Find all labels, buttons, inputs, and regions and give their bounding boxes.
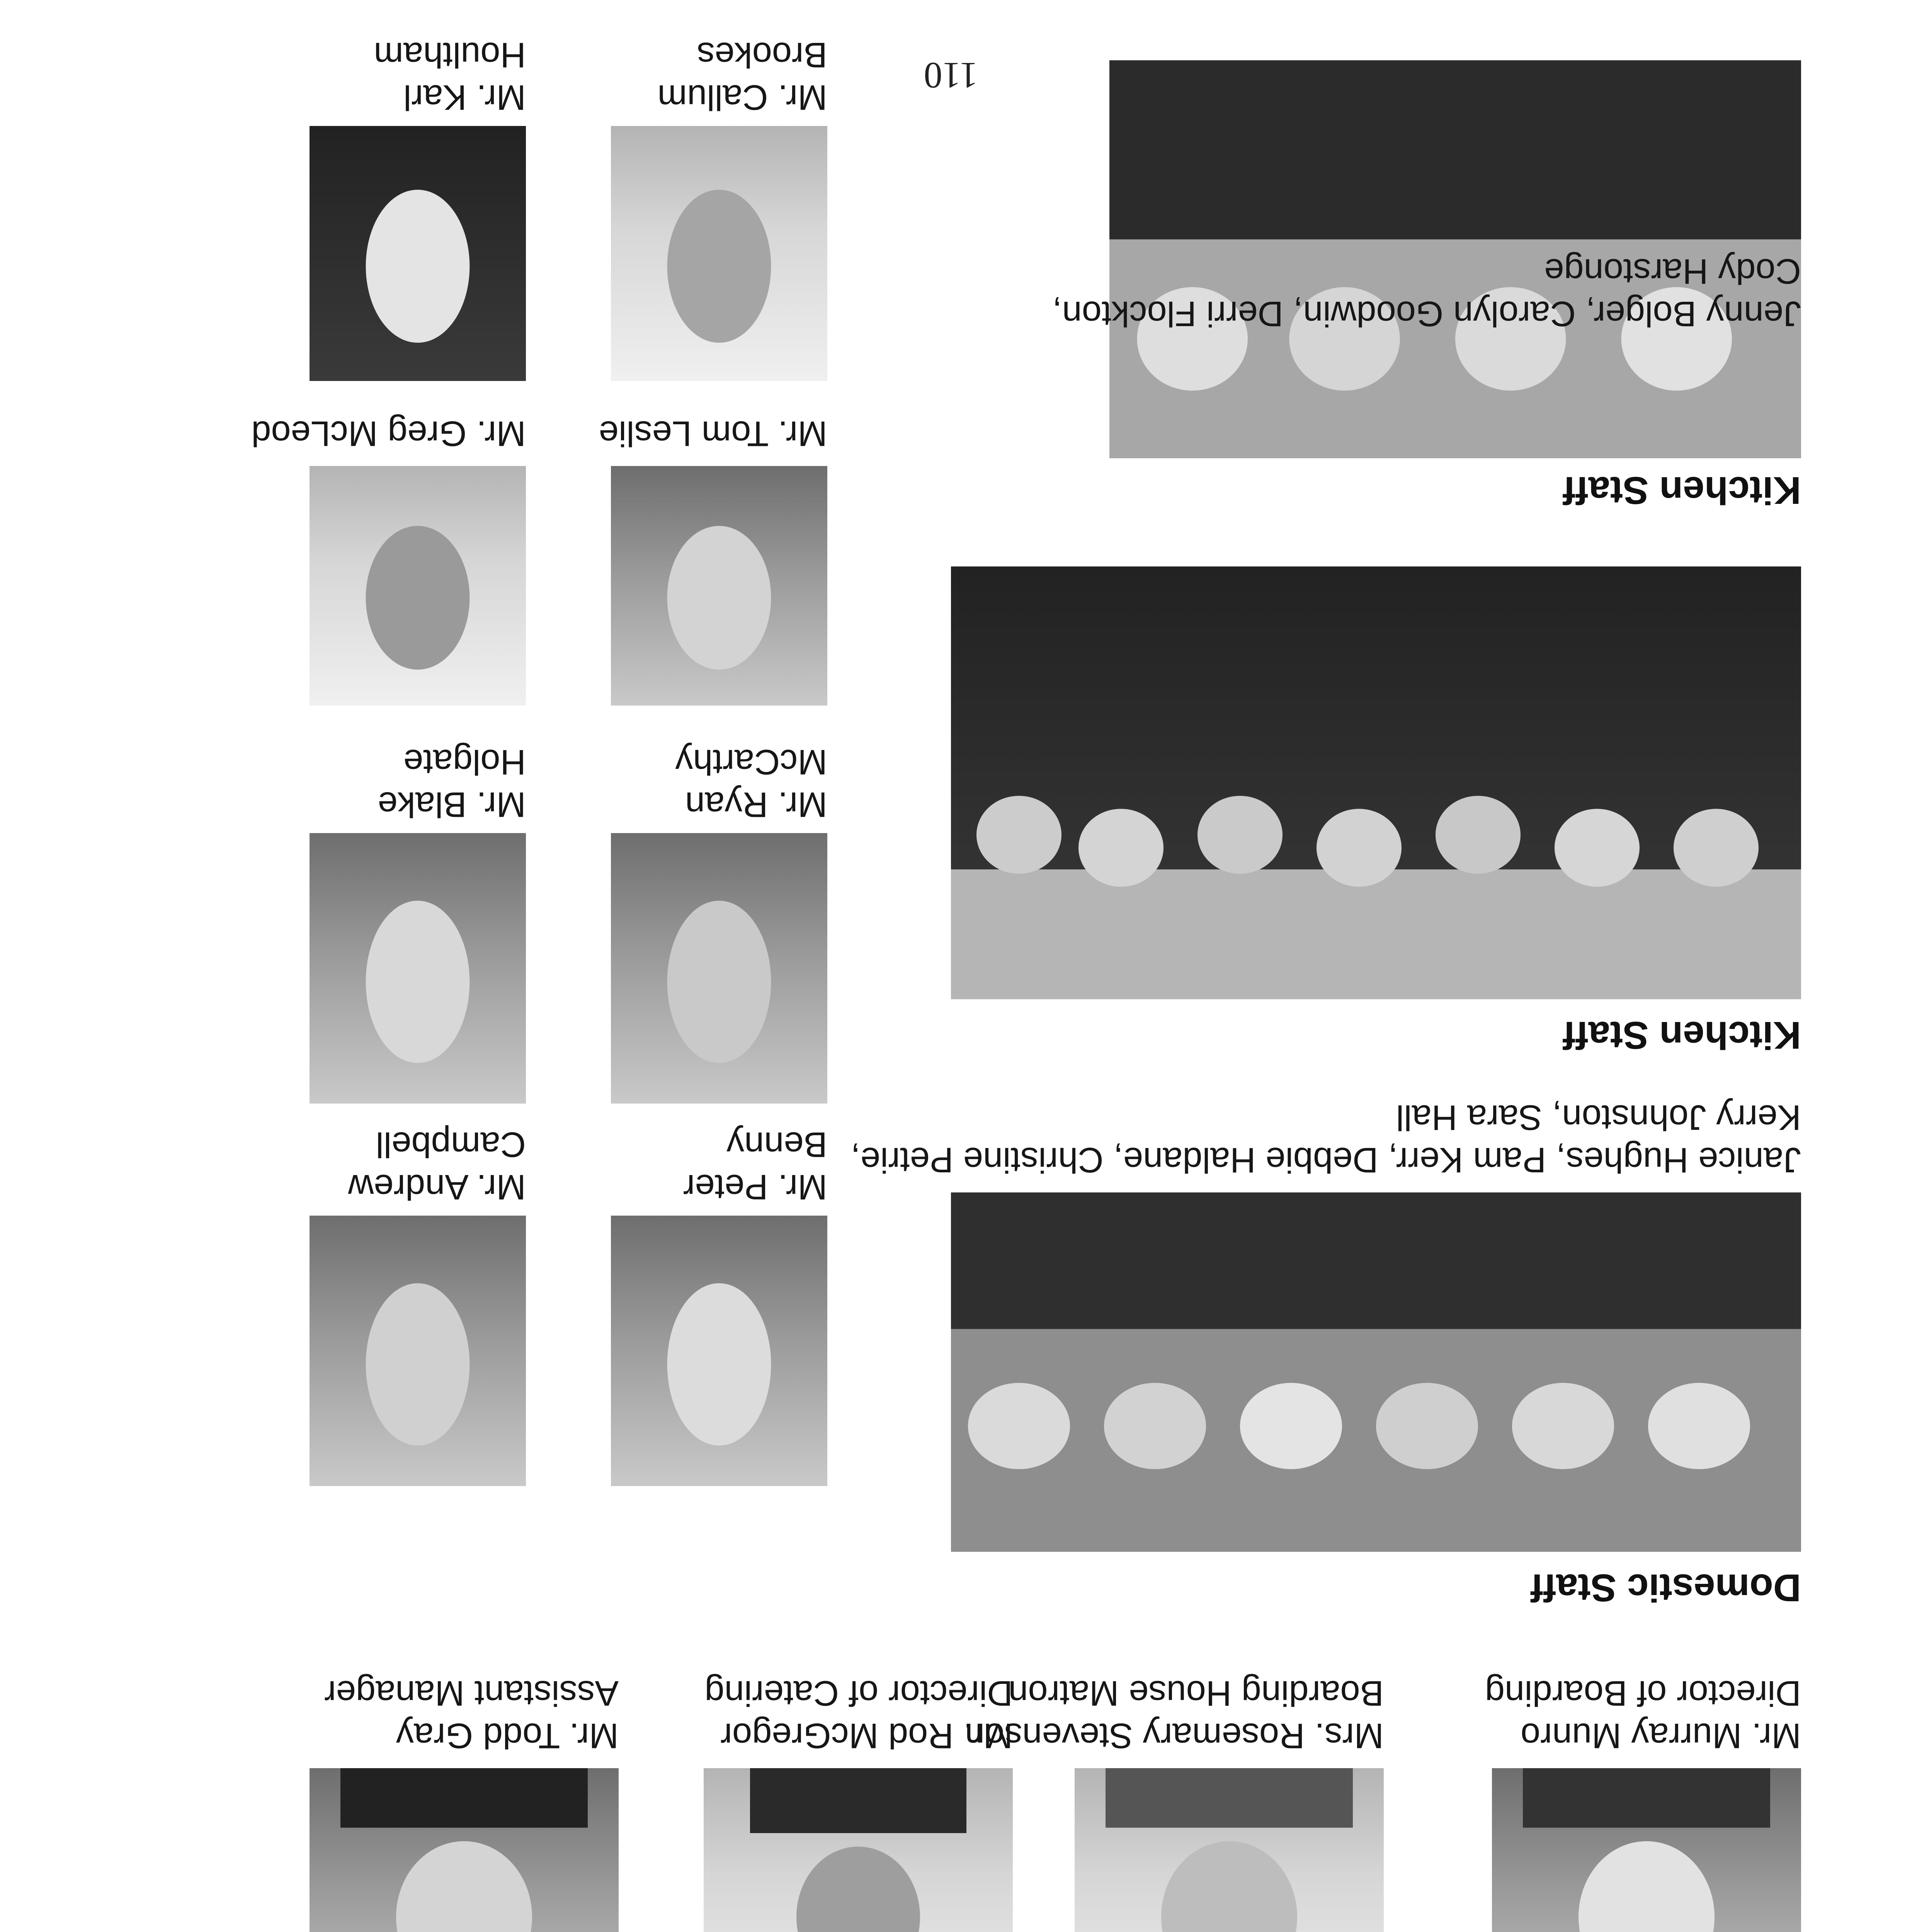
tutor-name-line1: Mr. Peter <box>683 1167 827 1207</box>
tutor-photo <box>310 126 526 381</box>
portrait-name: Mr. Rod McGregor <box>720 1716 1013 1755</box>
domestic-staff-group-photo <box>951 1192 1801 1552</box>
domestic-staff-caption-line1: Janice Hughes, Pam Kerr, Debbie Haldane, Christine Petrie, <box>850 1140 1801 1180</box>
tutor-name-line2: Holgate <box>403 742 526 782</box>
tutor-photo <box>310 833 526 1104</box>
tutor-photo <box>310 1216 526 1486</box>
tutor-name-line1: Mr. Andrew <box>348 1167 526 1207</box>
kitchen-staff-caption-line2: Cody Harstonge <box>1544 252 1801 291</box>
portrait-photo <box>704 1768 1013 1932</box>
portrait-photo <box>1075 1768 1384 1932</box>
kitchen-staff-heading: Kitchen Staff <box>1563 1014 1801 1057</box>
tutor-name-line1: Mr. Callum <box>657 78 827 117</box>
tutor-photo <box>611 1216 827 1486</box>
tutor-name-line1: Mr. Ryan <box>685 785 827 824</box>
domestic-staff-caption-line2: Kerry Johnston, Sara Hall <box>1396 1098 1801 1137</box>
kitchen-staff-heading: Kitchen Staff <box>1563 469 1801 512</box>
portrait-role: Director of Catering <box>704 1673 1013 1713</box>
domestic-staff-heading: Domestic Staff <box>1530 1566 1801 1609</box>
portrait-name: Mr. Murray Munro <box>1521 1716 1801 1755</box>
portrait-role: Director of Boarding <box>1485 1673 1801 1713</box>
kitchen-staff-group-photo <box>951 566 1801 999</box>
kitchen-staff-caption-line1: Jenny Bolger, Carolyn Goodwin, Derri Flockton, <box>1052 294 1801 333</box>
tutor-photo <box>611 833 827 1104</box>
tutor-photo <box>611 466 827 706</box>
tutor-name-line2: Campbell <box>376 1125 526 1164</box>
page-number: 110 <box>924 55 978 96</box>
tutor-name-line2: McCarthy <box>675 742 827 782</box>
portrait-photo <box>310 1768 619 1932</box>
portrait-role: Assistant Manager <box>324 1673 619 1713</box>
tutor-photo <box>310 466 526 706</box>
tutor-name-line1: Mr. Karl <box>403 78 526 117</box>
tutor-photo <box>611 126 827 381</box>
tutor-name-line1: Mr. Blake <box>378 785 526 824</box>
tutor-name-line2: Brookes <box>697 35 827 75</box>
tutor-name-line1: Mr. Greg McLeod <box>251 414 526 453</box>
portrait-photo <box>1492 1768 1801 1932</box>
portrait-name: Mrs. Rosemary Stevenson <box>965 1716 1384 1755</box>
tutor-name-line1: Mr. Tom Leslie <box>599 414 827 453</box>
tutor-name-line2: Houltham <box>374 35 526 75</box>
tutor-name-line2: Benny <box>726 1125 827 1164</box>
portrait-role: Boarding House Matron <box>1008 1673 1384 1713</box>
portrait-name: Mr. Todd Gray <box>396 1716 619 1755</box>
